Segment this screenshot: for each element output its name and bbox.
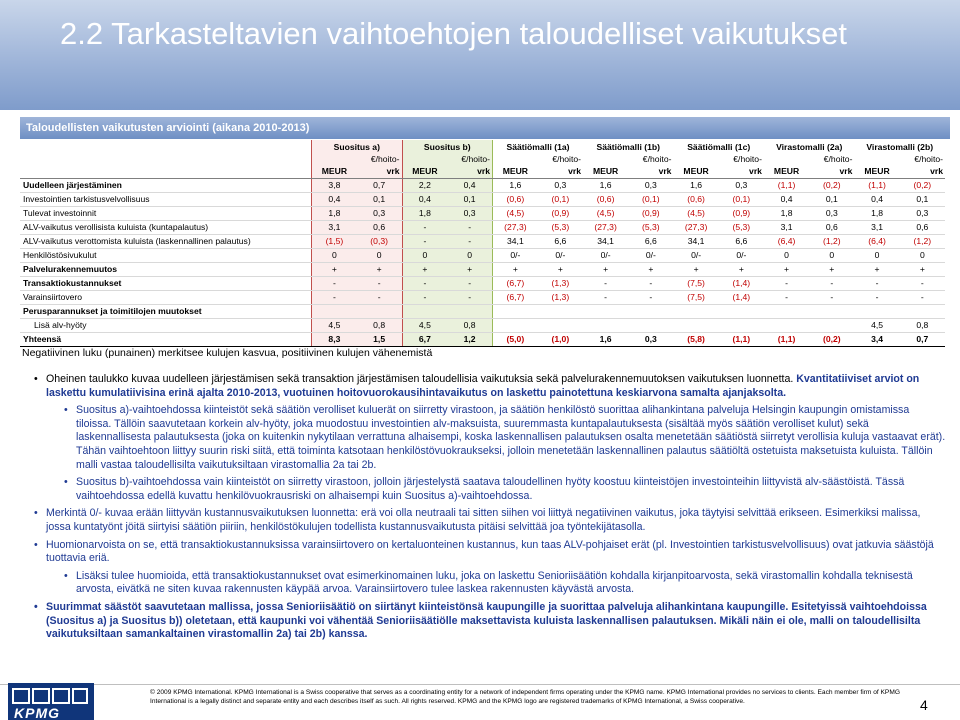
- table-cell: (1,4): [719, 276, 764, 290]
- table-cell: 34,1: [493, 234, 538, 248]
- table-cell: 0/-: [628, 248, 673, 262]
- table-cell: 3,1: [312, 220, 357, 234]
- header-unit-5: MEUR: [493, 165, 538, 178]
- table-cell: (5,3): [628, 220, 673, 234]
- table-cell: [583, 318, 628, 332]
- table-cell: -: [764, 290, 809, 304]
- bullet-list: [34, 373, 946, 646]
- bullet-3: • Huomionarvoista on se, että transaktiokustannuksissa varainsiirtovero on kertaluonteinen kustannus, kun taas ALV-pohjaiset erät (pl. Investointien tarkistusvelvollisuus) ovat jatkuvia säästöjä tuottavia eriä.: [34, 539, 946, 566]
- row-label: ALV-vaikutus verottomista kuluista (laskennallinen palautus): [20, 234, 312, 248]
- total-label: Yhteensä: [20, 332, 312, 346]
- table-row: [20, 220, 945, 234]
- table-cell: (6,7): [493, 276, 538, 290]
- bullet-1a: • Suositus a)-vaihtoehdossa kiinteistöt sekä säätiön verolliset kuluerät on siirretty virastoon, ja säätiön henkilöstö suorittaa alihankintana palveluja Helsingin kaupungin omistamissa tiloissa. Tällöin saavutetaan korkein alv-hyöty, joka muodostuu investointien alv-maksuista, suuremmasta kuntapalautuksesta (sisältää myös säätiön verolliset kulut) sekä laskennallisesta palautuksesta (joka on kuitenkin nykytilaan verrattuna alhaisempi, koska laskennallisen palautuksen osalta menetetään säätiöstä siirretyt verollisia kuluja vastaavat erät). Tähän vaihtoehtoon liittyy suurin riski siitä, että toiminta katsotaan henkilöstövuokraukseksi, jolloin menetetään laskennallinen palautus säätiöltä ostetuista maksetuista kuluista. Tällöin malli vastaa taloudellisilta vaikutuksiltaan virastomallia 2a tai 2b.: [34, 404, 946, 472]
- total-cell: 8,3: [312, 332, 357, 346]
- table-cell: (0,9): [719, 206, 764, 220]
- table-cell: (27,3): [493, 220, 538, 234]
- page-number: 4: [920, 697, 928, 713]
- table-header-subunit: [20, 153, 945, 165]
- header-subunit-7: [583, 153, 628, 165]
- header-unit-1: MEUR: [312, 165, 357, 178]
- header-group-6: Virastomalli (2a): [776, 141, 843, 152]
- header-subunit-5: [493, 153, 538, 165]
- table-cell: -: [402, 276, 447, 290]
- total-cell: 1,2: [447, 332, 492, 346]
- header-corner-3: [20, 165, 312, 178]
- table-cell: 0,8: [357, 318, 402, 332]
- table-cell: [402, 304, 447, 318]
- table-cell: 1,8: [402, 206, 447, 220]
- header-subunit-9: [673, 153, 718, 165]
- header-unit-2: vrk: [357, 165, 402, 178]
- table-cell: (1,5): [312, 234, 357, 248]
- total-cell: 0,7: [900, 332, 945, 346]
- bullet-1b: • Suositus b)-vaihtoehdossa vain kiinteistöt on siirretty virastoon, jolloin järjestelystä saatava taloudellinen hyöty koostuu kiinteistöjen investointeihin liittyvistä alv-säästöistä. Tässä vaihtoehdossa edellä kuvattu henkilövuokrausriski on alhaisempi kuin Suositus a)-vaihtoehdossa.: [34, 476, 946, 503]
- table-cell: (0,6): [673, 192, 718, 206]
- table-cell: 0: [809, 248, 854, 262]
- table-cell: [809, 318, 854, 332]
- table-cell: (1,2): [809, 234, 854, 248]
- table-cell: (4,5): [493, 206, 538, 220]
- table-cell: (6,4): [854, 234, 899, 248]
- table-panel-title: Taloudellisten vaikutusten arviointi (aikana 2010-2013): [20, 117, 950, 139]
- table-cell: 0,4: [447, 178, 492, 192]
- table-cell: 0: [854, 248, 899, 262]
- table-cell: 0/-: [538, 248, 583, 262]
- table-cell: -: [764, 276, 809, 290]
- table-row: [20, 192, 945, 206]
- table-cell: -: [809, 290, 854, 304]
- row-label: Perusparannukset ja toimitilojen muutokset: [20, 304, 312, 318]
- table-row: [20, 262, 945, 276]
- kpmg-logo-box-4: [72, 688, 88, 704]
- header-unit-7: MEUR: [583, 165, 628, 178]
- table-header-units: [20, 165, 945, 178]
- table-row: [20, 248, 945, 262]
- table-cell: [493, 318, 538, 332]
- table-cell: 1,6: [583, 178, 628, 192]
- slide-title: 2.2 Tarkasteltavien vaihtoehtojen taloudelliset vaikutukset: [60, 16, 847, 51]
- table-cell: 0: [357, 248, 402, 262]
- table-cell: [673, 304, 718, 318]
- header-unit-6: vrk: [538, 165, 583, 178]
- header-subunit-13: [854, 153, 899, 165]
- table-cell: 3,1: [854, 220, 899, 234]
- table-cell: (7,5): [673, 276, 718, 290]
- table-cell: +: [764, 262, 809, 276]
- table-cell: (0,9): [538, 206, 583, 220]
- kpmg-logo-box-3: [52, 688, 70, 704]
- header-subunit-11: [764, 153, 809, 165]
- row-label: Varainsiirtovero: [20, 290, 312, 304]
- total-cell: (5,0): [493, 332, 538, 346]
- header-subunit-3: [402, 153, 447, 165]
- table-cell: +: [854, 262, 899, 276]
- row-label: Lisä alv-hyöty: [20, 318, 312, 332]
- table-cell: [764, 318, 809, 332]
- table-cell: (27,3): [583, 220, 628, 234]
- row-label: Investointien tarkistusvelvollisuus: [20, 192, 312, 206]
- total-cell: (1,0): [538, 332, 583, 346]
- table-cell: [673, 318, 718, 332]
- table-row: [20, 206, 945, 220]
- header-group-7: Virastomalli (2b): [866, 141, 934, 152]
- kpmg-logo-box-1: [12, 688, 30, 704]
- table-cell: 4,5: [854, 318, 899, 332]
- table-cell: 0,4: [402, 192, 447, 206]
- table-row: [20, 304, 945, 318]
- table-cell: 0: [402, 248, 447, 262]
- header-unit-8: vrk: [628, 165, 673, 178]
- table-cell: -: [854, 276, 899, 290]
- table-cell: 0,4: [312, 192, 357, 206]
- table-cell: (27,3): [673, 220, 718, 234]
- table-cell: -: [447, 234, 492, 248]
- table-cell: (0,9): [628, 206, 673, 220]
- table-header-groups: [20, 140, 945, 153]
- table-cell: [357, 304, 402, 318]
- table-cell: +: [628, 262, 673, 276]
- table-cell: 3,1: [764, 220, 809, 234]
- financial-impact-table: [20, 140, 945, 347]
- table-cell: +: [719, 262, 764, 276]
- table-cell: (0,1): [538, 192, 583, 206]
- table-cell: 0,7: [357, 178, 402, 192]
- copyright-notice: © 2009 KPMG International. KPMG International is a Swiss cooperative that serves as a coordinating entity for a network of independent firms operating under the KPMG name. KPMG International provides no services to clients. Each member firm of KPMG International is a legally distinct and separate entity and each describes itself as such. All rights reserved. KPMG and the KPMG logo are registered trademarks of KPMG International, a Swiss cooperative.: [150, 689, 900, 705]
- table-cell: (0,6): [583, 192, 628, 206]
- table-cell: 0: [447, 248, 492, 262]
- table-cell: 0,8: [447, 318, 492, 332]
- header-corner-2: [20, 153, 312, 165]
- header-unit-14: vrk: [900, 165, 945, 178]
- table-row: [20, 178, 945, 192]
- table-cell: 0: [312, 248, 357, 262]
- row-label: Tulevat investoinnit: [20, 206, 312, 220]
- total-cell: 1,6: [583, 332, 628, 346]
- table-cell: (7,5): [673, 290, 718, 304]
- table-cell: +: [809, 262, 854, 276]
- row-label: Palvelurakennemuutos: [20, 262, 312, 276]
- header-unit-3: MEUR: [402, 165, 447, 178]
- table-cell: [312, 304, 357, 318]
- table-cell: -: [447, 290, 492, 304]
- bullet-1-text: Oheinen taulukko kuvaa uudelleen järjestämisen sekä transaktion järjestämisen taloudellisia vaikutuksia sekä palvelurakennemuutoksen vaikutuksen luonnetta.: [46, 373, 797, 385]
- table-cell: [538, 304, 583, 318]
- header-unit-10: vrk: [719, 165, 764, 178]
- row-label: Uudelleen järjestäminen: [20, 178, 312, 192]
- table-cell: -: [900, 290, 945, 304]
- header-subunit-1: [312, 153, 357, 165]
- table-cell: +: [402, 262, 447, 276]
- table-cell: [809, 304, 854, 318]
- table-cell: [900, 304, 945, 318]
- table-cell: (4,5): [673, 206, 718, 220]
- table-cell: -: [447, 276, 492, 290]
- table-cell: [764, 304, 809, 318]
- table-cell: 34,1: [673, 234, 718, 248]
- table-cell: (1,2): [900, 234, 945, 248]
- table-cell: (5,3): [719, 220, 764, 234]
- table-cell: (6,7): [493, 290, 538, 304]
- table-cell: -: [854, 290, 899, 304]
- table-cell: -: [402, 290, 447, 304]
- table-cell: 0,3: [357, 206, 402, 220]
- header-group-3: Säätiömalli (1a): [506, 141, 570, 152]
- table-cell: -: [357, 290, 402, 304]
- table-cell: (1,3): [538, 276, 583, 290]
- table-cell: -: [447, 220, 492, 234]
- table-cell: (0,3): [357, 234, 402, 248]
- table-row: [20, 234, 945, 248]
- table-cell: [447, 304, 492, 318]
- kpmg-logo-text: KPMG: [14, 705, 60, 720]
- table-cell: 34,1: [583, 234, 628, 248]
- row-label: Henkilöstösivukulut: [20, 248, 312, 262]
- total-cell: (1,1): [764, 332, 809, 346]
- footer-divider: [0, 684, 960, 685]
- table-cell: [493, 304, 538, 318]
- table-cell: 0/-: [673, 248, 718, 262]
- table-cell: 3,8: [312, 178, 357, 192]
- table-cell: 0: [900, 248, 945, 262]
- table-cell: (1,3): [538, 290, 583, 304]
- table-cell: 0,3: [628, 178, 673, 192]
- table-cell: (0,1): [719, 192, 764, 206]
- table-cell: 0: [764, 248, 809, 262]
- table-cell: 0,1: [900, 192, 945, 206]
- table-cell: +: [673, 262, 718, 276]
- table-total-row: [20, 332, 945, 346]
- table-cell: -: [809, 276, 854, 290]
- table-cell: 0/-: [583, 248, 628, 262]
- header-unit-12: vrk: [809, 165, 854, 178]
- table-cell: -: [583, 276, 628, 290]
- table-cell: -: [900, 276, 945, 290]
- table-cell: 0,6: [900, 220, 945, 234]
- header-unit-9: MEUR: [673, 165, 718, 178]
- table-cell: -: [628, 276, 673, 290]
- table-cell: 4,5: [312, 318, 357, 332]
- table-cell: 1,8: [764, 206, 809, 220]
- header-subunit-4: €/hoito-: [447, 153, 492, 165]
- table-cell: 0,1: [357, 192, 402, 206]
- header-group-1: Suositus a): [312, 140, 402, 153]
- table-cell: 6,6: [538, 234, 583, 248]
- bullet-1: [34, 373, 946, 400]
- table-cell: (6,4): [764, 234, 809, 248]
- table-cell: 0,3: [809, 206, 854, 220]
- table-cell: (0,1): [628, 192, 673, 206]
- table-cell: 6,6: [628, 234, 673, 248]
- table-cell: -: [628, 290, 673, 304]
- table-cell: (0,2): [900, 178, 945, 192]
- total-cell: 3,4: [854, 332, 899, 346]
- table-cell: 0,3: [900, 206, 945, 220]
- table-cell: (0,2): [809, 178, 854, 192]
- table-cell: -: [583, 290, 628, 304]
- table-cell: 0/-: [493, 248, 538, 262]
- header-unit-13: MEUR: [854, 165, 899, 178]
- table-cell: 0,8: [900, 318, 945, 332]
- table-cell: 0,3: [447, 206, 492, 220]
- row-label: ALV-vaikutus verollisista kuluista (kuntapalautus): [20, 220, 312, 234]
- table-cell: (1,4): [719, 290, 764, 304]
- table-cell: [583, 304, 628, 318]
- total-cell: (0,2): [809, 332, 854, 346]
- table-cell: 0,6: [809, 220, 854, 234]
- total-cell: (1,1): [719, 332, 764, 346]
- bullet-4: • Suurimmat säästöt saavutetaan mallissa, jossa Senioriisäätiö on siirtänyt kiinteistönsä kaupungille ja suorittaa palveluja alihankintana kaupungille. Esitetyissä vaihtoehdoissa (Suositus a) ja Suositus b)) oletetaan, että kaupunki voi vähentää Senioriisäätiölle maksettavista kuluista laskennallisen palautuksen. Mikäli näin ei ole, malli on taloudellisilta vaikutuksiltaan samankaltainen virastomallin 2a) tai 2b) kanssa.: [34, 601, 946, 642]
- header-group-5: Säätiömalli (1c): [687, 141, 751, 152]
- table-cell: 0,1: [809, 192, 854, 206]
- table-row: [20, 318, 945, 332]
- table-cell: (1,1): [854, 178, 899, 192]
- table-cell: 1,8: [854, 206, 899, 220]
- table-cell: (4,5): [583, 206, 628, 220]
- table-cell: +: [900, 262, 945, 276]
- header-group-4: Säätiömalli (1b): [596, 141, 660, 152]
- table-cell: 6,6: [719, 234, 764, 248]
- table-cell: 1,6: [493, 178, 538, 192]
- table-cell: +: [312, 262, 357, 276]
- table-cell: +: [357, 262, 402, 276]
- table-cell: (1,1): [764, 178, 809, 192]
- bullet-1-bold-text: Kvantitatiiviset arviot on laskettu kumulatiivisina erinä ajalta 2010-2013, vuotuinen hoitovuorokausihintavaikutus on laskettu painotettuna keskiarvona samalta ajanjaksolta.: [46, 373, 920, 399]
- total-cell: 6,7: [402, 332, 447, 346]
- header-subunit-10: €/hoito-: [733, 154, 762, 164]
- row-label: Transaktiokustannukset: [20, 276, 312, 290]
- total-cell: 1,5: [357, 332, 402, 346]
- header-subunit-6: €/hoito-: [552, 154, 581, 164]
- total-cell: 0,3: [628, 332, 673, 346]
- kpmg-logo-box-2: [32, 688, 50, 704]
- header-subunit-14: €/hoito-: [914, 154, 943, 164]
- table-cell: 2,2: [402, 178, 447, 192]
- bullet-2: • Merkintä 0/- kuvaa erään liittyvän kustannusvaikutuksen luonnetta: erä voi olla neutraali tai sitten siihen voi liittyä negatiivinen vaikutus, joka täytyisi selvittää erikseen. Esimerkiksi malissa, jossa kuntatyönt jöitä siirtyisi säätiön piiriin, henkilöstökulujen todellista kustannusvaikutusta pitäisi selvittää joa työntekijätasolla.: [34, 507, 946, 534]
- title-band: [0, 0, 960, 110]
- bullet-3a: • Lisäksi tulee huomioida, että transaktiokustannukset ovat esimerkinomainen luku, joka on laskettu Senioriisäätiön kohdalla kirjanpitoarvosta, sekä virastomallin kohdalla teknisestä arvosta, eivätkä ne siten kuvaa rakennusten käypää arvoa. Varainsiirtovero tulee laskea rakennusten käyvästä arvosta.: [34, 570, 946, 597]
- table-cell: -: [402, 234, 447, 248]
- total-cell: (5,8): [673, 332, 718, 346]
- table-cell: -: [312, 276, 357, 290]
- table-cell: -: [312, 290, 357, 304]
- table-cell: +: [538, 262, 583, 276]
- table-cell: 0,3: [538, 178, 583, 192]
- kpmg-logo: [8, 683, 94, 720]
- table-cell: 0,3: [719, 178, 764, 192]
- table-cell: 4,5: [402, 318, 447, 332]
- table-cell: 0,1: [447, 192, 492, 206]
- table-cell: [854, 304, 899, 318]
- negative-value-note: Negatiivinen luku (punainen) merkitsee kulujen kasvua, positiivinen kulujen vähenemistä: [22, 347, 433, 359]
- table-cell: [628, 318, 673, 332]
- header-subunit-8: €/hoito-: [642, 154, 672, 164]
- table-cell: [628, 304, 673, 318]
- table-cell: 0/-: [719, 248, 764, 262]
- table-cell: +: [447, 262, 492, 276]
- header-subunit-2: €/hoito-: [357, 153, 402, 165]
- table-cell: [719, 318, 764, 332]
- header-subunit-12: €/hoito-: [823, 154, 853, 164]
- header-unit-11: MEUR: [764, 165, 809, 178]
- header-group-2: Suositus b): [402, 140, 492, 153]
- table-cell: 1,6: [673, 178, 718, 192]
- table-cell: +: [583, 262, 628, 276]
- table-cell: 0,6: [357, 220, 402, 234]
- table-row: [20, 290, 945, 304]
- table-cell: (5,3): [538, 220, 583, 234]
- table-row: [20, 276, 945, 290]
- table-cell: [719, 304, 764, 318]
- table-cell: 0,4: [854, 192, 899, 206]
- table-cell: [538, 318, 583, 332]
- table-cell: -: [357, 276, 402, 290]
- header-unit-4: vrk: [447, 165, 492, 178]
- table-cell: +: [493, 262, 538, 276]
- table-cell: 1,8: [312, 206, 357, 220]
- table-cell: 0,4: [764, 192, 809, 206]
- header-corner: [20, 140, 312, 153]
- table-cell: (0,6): [493, 192, 538, 206]
- table-cell: -: [402, 220, 447, 234]
